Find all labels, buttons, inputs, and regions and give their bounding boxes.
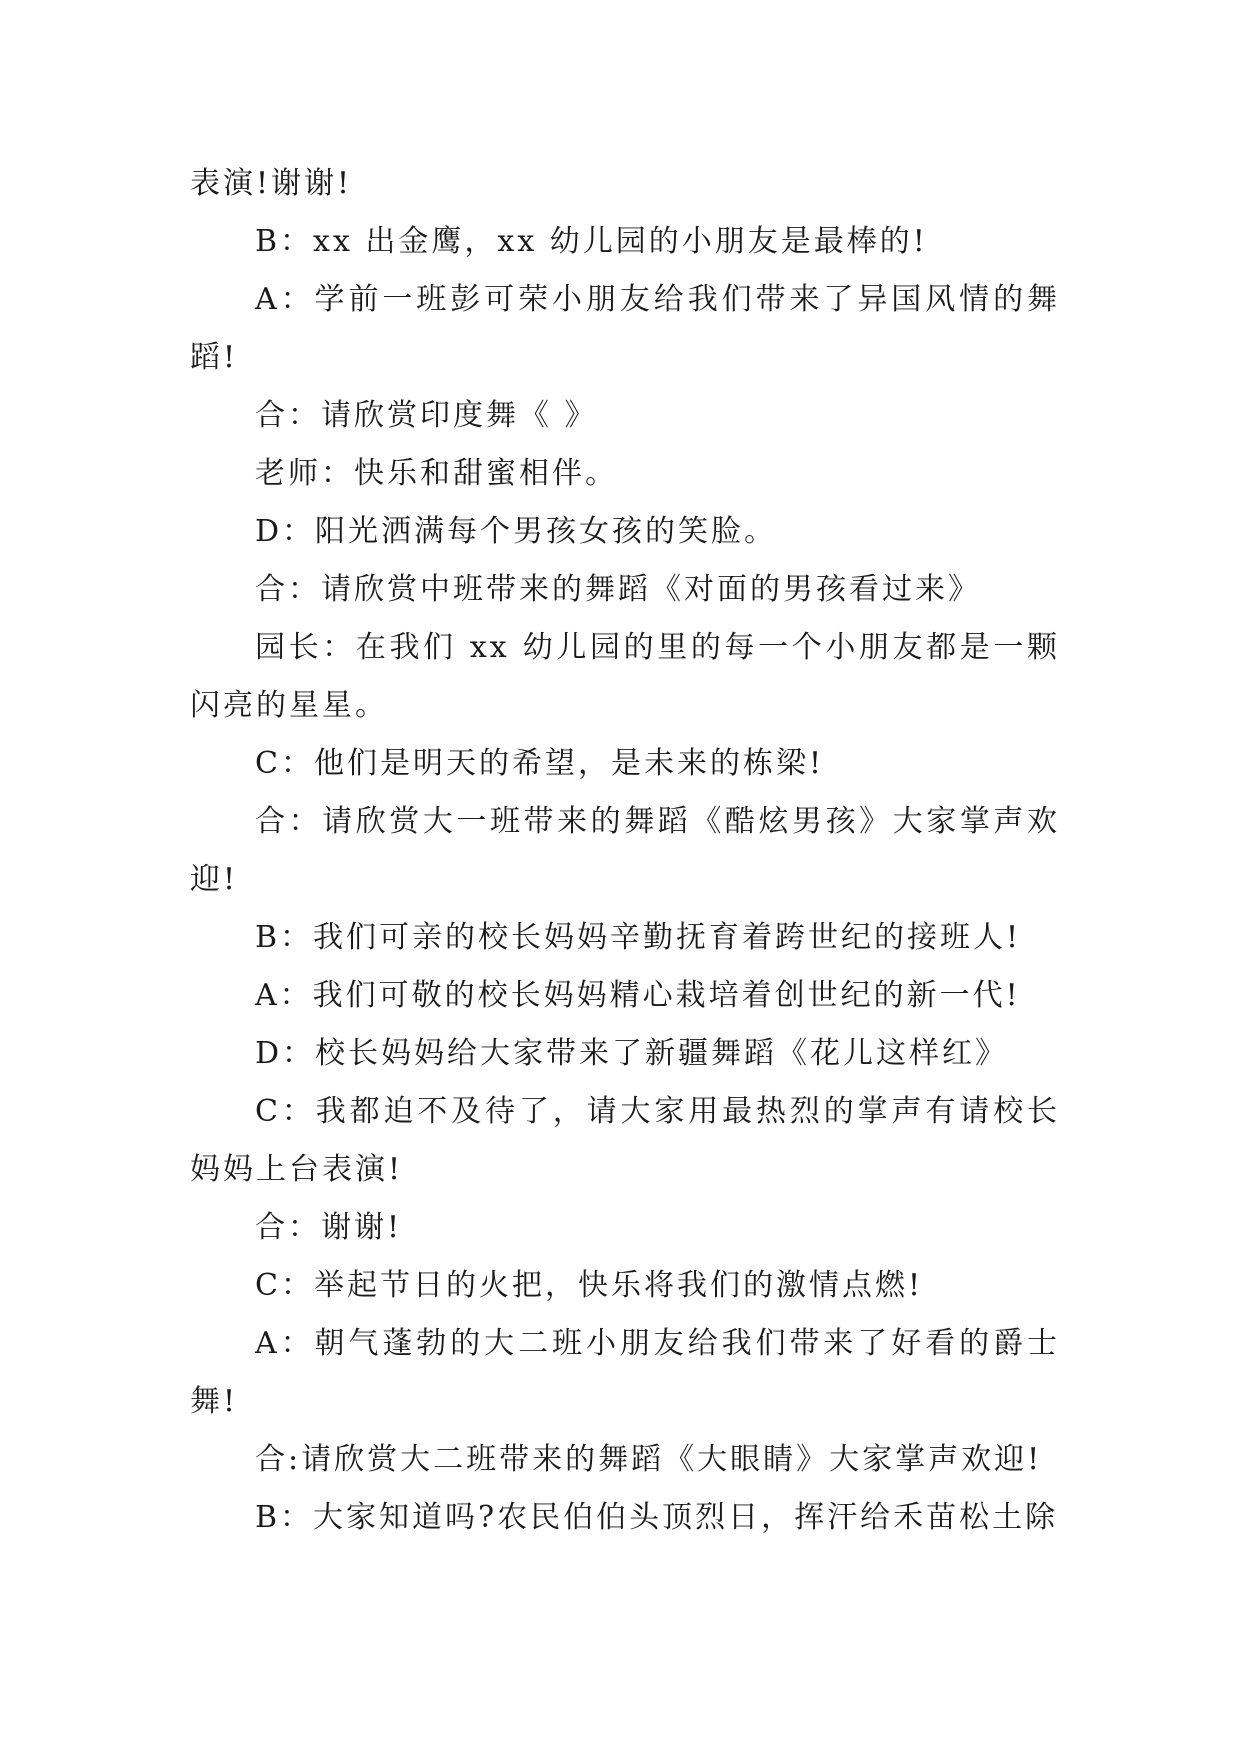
paragraph: 合:请欣赏大二班带来的舞蹈《大眼睛》大家掌声欢迎! (255, 1442, 1043, 1477)
paragraph: 合：请欣赏大一班带来的舞蹈《酷炫男孩》大家掌声欢迎! (190, 804, 1060, 897)
paragraph: A：朝气蓬勃的大二班小朋友给我们带来了好看的爵士舞! (190, 1326, 1060, 1419)
paragraph: C：我都迫不及待了，请大家用最热烈的掌声有请校长妈妈上台表演! (190, 1094, 1060, 1187)
document-body (190, 155, 1060, 1547)
paragraph: 合：谢谢! (255, 1210, 403, 1245)
paragraph: B：大家知道吗?农民伯伯头顶烈日，挥汗给禾苗松土除 (255, 1500, 1059, 1535)
paragraph: 合：请欣赏印度舞《 》 (255, 398, 598, 433)
paragraph: 合：请欣赏中班带来的舞蹈《对面的男孩看过来》 (255, 572, 981, 607)
paragraph: A：我们可敬的校长妈妈精心栽培着创世纪的新一代! (255, 978, 1021, 1013)
paragraph: D：校长妈妈给大家带来了新疆舞蹈《花儿这样红》 (255, 1036, 1009, 1071)
paragraph: 表演!谢谢! (190, 166, 353, 201)
paragraph: 园长：在我们 xx 幼儿园的里的每一个小朋友都是一颗闪亮的星星。 (190, 630, 1060, 723)
paragraph: B：我们可亲的校长妈妈辛勤抚育着跨世纪的接班人! (255, 920, 1022, 955)
paragraph: 老师：快乐和甜蜜相伴。 (255, 456, 618, 491)
paragraph: B：xx 出金鹰，xx 幼儿园的小朋友是最棒的! (255, 224, 928, 259)
paragraph: A：学前一班彭可荣小朋友给我们带来了异国风情的舞蹈! (190, 282, 1060, 375)
paragraph: D：阳光洒满每个男孩女孩的笑脸。 (255, 514, 778, 549)
paragraph: C：举起节日的火把，快乐将我们的激情点燃! (255, 1268, 924, 1303)
paragraph: C：他们是明天的希望，是未来的栋梁! (255, 746, 825, 781)
